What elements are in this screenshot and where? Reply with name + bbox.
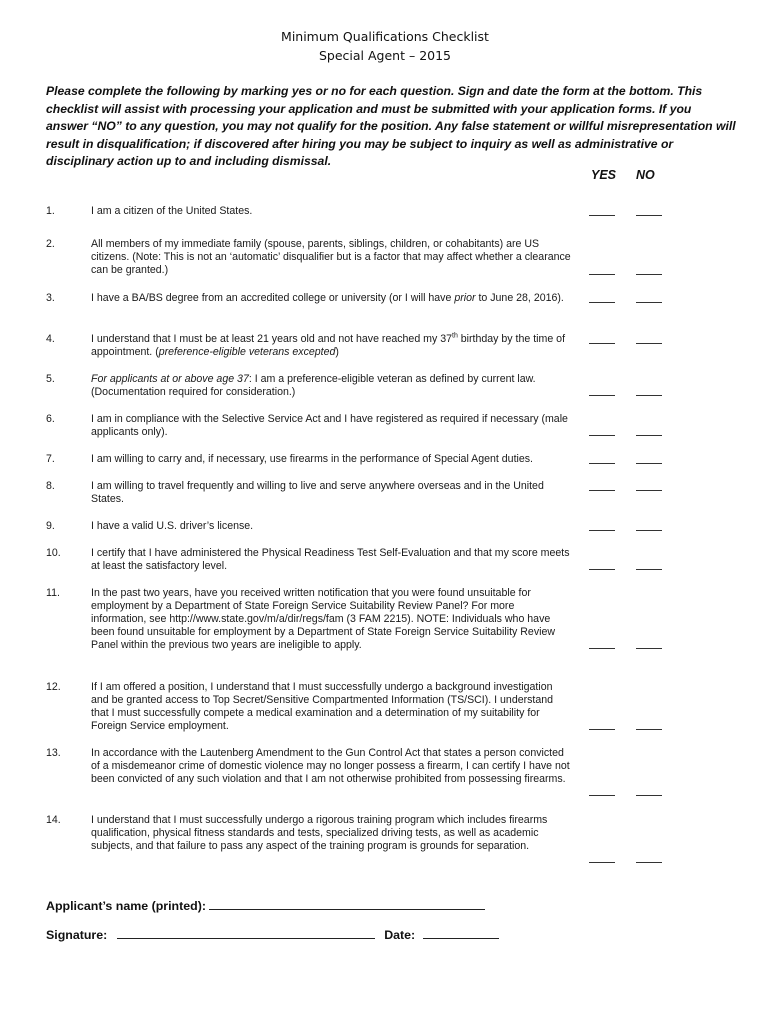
- question-number: 14.: [46, 814, 61, 826]
- no-answer-blank[interactable]: [636, 343, 662, 344]
- yes-column-header: YES: [591, 168, 617, 182]
- signature-field[interactable]: [117, 926, 375, 939]
- yes-answer-blank[interactable]: [589, 490, 615, 491]
- no-answer-blank[interactable]: [636, 862, 662, 863]
- no-answer-blank[interactable]: [636, 648, 662, 649]
- question-text: For applicants at or above age 37: I am a preference-eligible veteran as defined by current law. (Documentation required for consideration.): [91, 373, 536, 398]
- question-text: I understand that I must successfully undergo a rigorous training program which includes firearms qualification, physical fitness standards and tests, specialized driving tests, as well as academic subjects, and that failure to pass any aspect of the training program is grounds for separation.: [91, 814, 548, 852]
- question-text: I am willing to carry and, if necessary, use firearms in the performance of Special Agent duties.: [91, 453, 534, 465]
- question-text: I understand that I must be at least 21 years old and not have reached my 37th birthday by the time of appointment. (preference-eligible veterans excepted): [91, 332, 566, 358]
- yes-answer-blank[interactable]: [589, 395, 615, 396]
- question-text: If I am offered a position, I understand that I must successfully undergo a background investigation and be granted access to Top Secret/Sensitive Compartmented Information (TS/SCI). I understand that I must successfully compete a medical examination and a determination of my suitability for Foreign Service employment.: [91, 681, 554, 732]
- question-number: 13.: [46, 747, 61, 759]
- question-number: 5.: [46, 373, 55, 385]
- no-answer-blank[interactable]: [636, 530, 662, 531]
- no-column-header: NO: [636, 168, 655, 182]
- question-number: 6.: [46, 413, 55, 425]
- instructions-paragraph: Please complete the following by marking yes or no for each question. Sign and date the form at the bottom. This checklist will assist with processing your application and must be submitted with your application forms. If you answer “NO” to any question, you may not qualify for the position. Any false statement or willful misrepresentation will result in disqualification; if discovered after hiring you may be subject to inquiry as well as administrative or disciplinary action up to and including dismissal.: [46, 84, 736, 168]
- question-text: I am a citizen of the United States.: [91, 205, 253, 217]
- question-number: 10.: [46, 547, 61, 559]
- question-text: In the past two years, have you received written notification that you were found unsuitable for employment by a Department of State Foreign Service Suitability Review Panel? For more information, see http://www.state.gov/m/a/dir/regs/fam (3 FAM 2215). NOTE: Individuals who have been found unsuitable for employment by a Department of State Foreign Service Suitability Review Panel within the previous two years are ineligible to apply.: [91, 587, 556, 651]
- no-answer-blank[interactable]: [636, 215, 662, 216]
- question-text: I certify that I have administered the Physical Readiness Test Self-Evaluation and that my score meets at least the satisfactory level.: [91, 547, 570, 572]
- yes-answer-blank[interactable]: [589, 729, 615, 730]
- question-text: I am willing to travel frequently and willing to live and serve anywhere overseas and in the United States.: [91, 480, 544, 505]
- question-number: 12.: [46, 681, 61, 693]
- question-number: 9.: [46, 520, 55, 532]
- signature-label: Signature:: [46, 928, 108, 942]
- yes-answer-blank[interactable]: [589, 569, 615, 570]
- yes-answer-blank[interactable]: [589, 648, 615, 649]
- yes-answer-blank[interactable]: [589, 343, 615, 344]
- signature-row: [46, 926, 499, 942]
- yes-answer-blank[interactable]: [589, 463, 615, 464]
- date-field[interactable]: [423, 926, 499, 939]
- no-answer-blank[interactable]: [636, 729, 662, 730]
- question-text: I have a valid U.S. driver’s license.: [91, 520, 254, 532]
- yes-answer-blank[interactable]: [589, 530, 615, 531]
- yes-answer-blank[interactable]: [589, 215, 615, 216]
- applicant-name-row: [46, 897, 485, 913]
- question-number: 2.: [46, 238, 55, 250]
- yes-answer-blank[interactable]: [589, 435, 615, 436]
- question-text: I have a BA/BS degree from an accredited college or university (or I will have prior to June 28, 2016).: [91, 292, 564, 304]
- yes-answer-blank[interactable]: [589, 795, 615, 796]
- question-number: 7.: [46, 453, 55, 465]
- question-text: All members of my immediate family (spouse, parents, siblings, children, or cohabitants) are US citizens. (Note: This is not an ‘automatic’ disqualifier but is a factor that may affect whether a clearance can be granted.): [91, 238, 571, 276]
- date-label: Date:: [384, 928, 416, 942]
- applicant-name-field[interactable]: [209, 897, 485, 910]
- no-answer-blank[interactable]: [636, 302, 662, 303]
- page-title: Minimum Qualifications Checklist: [281, 29, 489, 44]
- no-answer-blank[interactable]: [636, 274, 662, 275]
- no-answer-blank[interactable]: [636, 490, 662, 491]
- no-answer-blank[interactable]: [636, 795, 662, 796]
- question-number: 1.: [46, 205, 55, 217]
- no-answer-blank[interactable]: [636, 569, 662, 570]
- no-answer-blank[interactable]: [636, 435, 662, 436]
- question-number: 8.: [46, 480, 55, 492]
- question-text: In accordance with the Lautenberg Amendment to the Gun Control Act that states a person convicted of a misdemeanor crime of domestic violence may no longer possess a firearm, I can certify I have not been convicted of any such violation and that I am not otherwise prohibited from possessing firearms.: [91, 747, 570, 785]
- page-subtitle: Special Agent – 2015: [318, 48, 452, 63]
- question-number: 3.: [46, 292, 55, 304]
- question-number: 4.: [46, 333, 55, 345]
- question-text: I am in compliance with the Selective Service Act and I have registered as required if necessary (male applicants only).: [91, 413, 568, 438]
- question-number: 11.: [46, 587, 60, 599]
- yes-answer-blank[interactable]: [589, 302, 615, 303]
- no-answer-blank[interactable]: [636, 395, 662, 396]
- yes-answer-blank[interactable]: [589, 862, 615, 863]
- yes-answer-blank[interactable]: [589, 274, 615, 275]
- applicant-name-label: Applicant’s name (printed):: [46, 899, 206, 913]
- no-answer-blank[interactable]: [636, 463, 662, 464]
